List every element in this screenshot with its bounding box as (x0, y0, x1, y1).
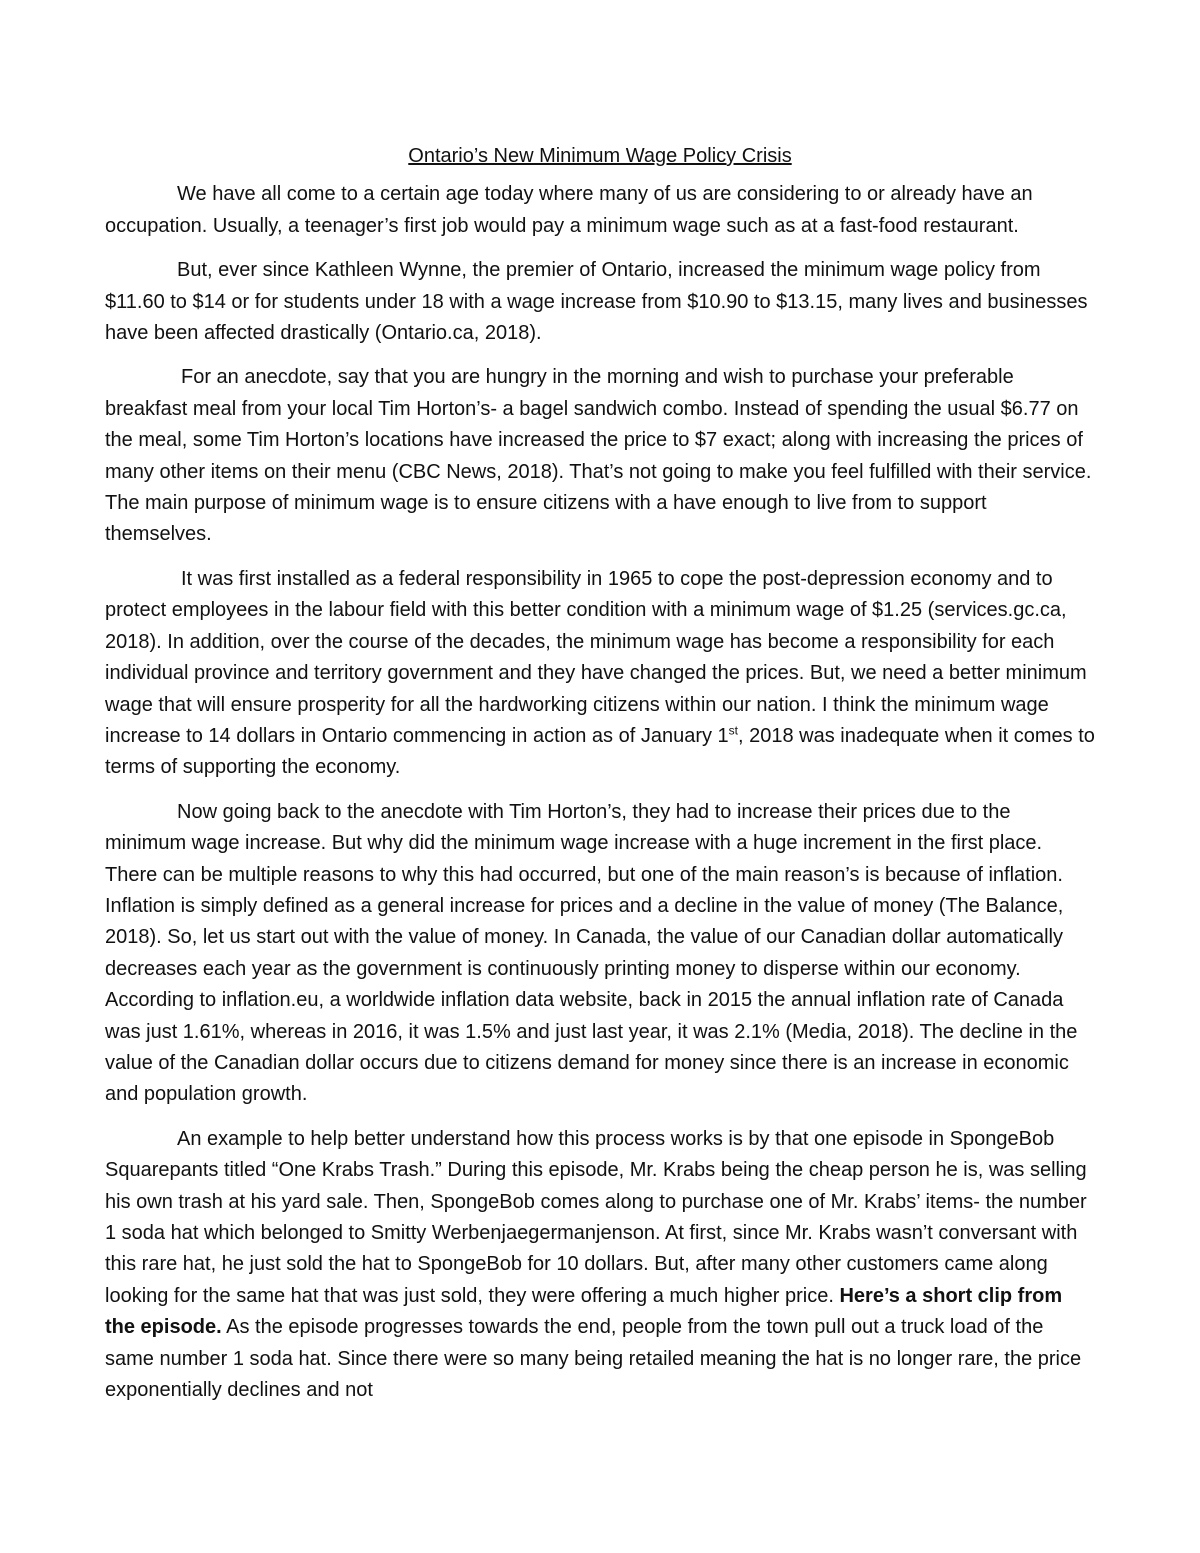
document-title: Ontario’s New Minimum Wage Policy Crisis (408, 145, 792, 167)
paragraph-spongebob-text-end: As the episode progresses towards the end, people from the town pull out a truck load of the same number 1 soda hat. Since there were so many being retailed meaning the hat is no longer rare, the price exponentially declines and not (105, 1316, 1082, 1402)
paragraph-spongebob-example (105, 1124, 1095, 1407)
paragraph-spongebob-text: An example to help better understand how this process works is by that one episode in SpongeBob Squarepants titled “One Krabs Trash.” During this episode, Mr. Krabs being the cheap person he is, was selling his own trash at his yard sale. Then, SpongeBob comes along to purchase one of Mr. Krabs’ items- the number 1 soda hat which belonged to Smitty Werbenjaegermanjenson. At first, since Mr. Krabs wasn’t conversant with this rare hat, he just sold the hat to SpongeBob for 10 dollars. But, after many other customers came along looking for the same hat that was just sold, they were offering a much higher price. (105, 1127, 1087, 1307)
paragraph-intro: We have all come to a certain age today where many of us are considering to or already have an occupation. Usually, a teenager’s first job would pay a minimum wage such as at a fast-food restaurant. (105, 183, 1033, 237)
paragraph-history-text-end: , 2018 was inadequate when it comes to terms of supporting the economy. (105, 724, 1095, 779)
paragraph-history-text: It was first installed as a federal responsibility in 1965 to cope the post-depression economy and to protect employees in the labour field with this better condition with a minimum wage of $1.25 (services.gc.ca, 2018). In addition, over the course of the decades, the minimum wage has become a responsibility for each individual province and territory government and they have changed the prices. But, we need a better minimum wage that will ensure prosperity for all the hardworking citizens within our nation. I think the minimum wage increase to 14 dollars in Ontario commencing in action as of January 1 (105, 567, 1087, 747)
paragraph-wynne-policy: But, ever since Kathleen Wynne, the premier of Ontario, increased the minimum wage policy from $11.60 to $14 or for students under 18 with a wage increase from $10.90 to $13.15, many lives and businesses have been affected drastically (Ontario.ca, 2018). (105, 259, 1088, 345)
paragraph-history (105, 564, 1095, 784)
paragraph-tim-hortons-anecdote: For an anecdote, say that you are hungry in the morning and wish to purchase your preferable breakfast meal from your local Tim Horton’s- a bagel sandwich combo. Instead of spending the usual $6.77 on the meal, some Tim Horton’s locations have increased the price to $7 exact; along with increasing the prices of many other items on their menu (CBC News, 2018). That’s not going to make you feel fulfilled with their service. The main purpose of minimum wage is to ensure citizens with a have enough to live from to support themselves. (105, 366, 1092, 546)
ordinal-superscript: st (728, 723, 739, 738)
document-page (105, 141, 1095, 1419)
paragraph-inflation: Now going back to the anecdote with Tim Horton’s, they had to increase their prices due to the minimum wage increase. But why did the minimum wage increase with a huge increment in the first place. There can be multiple reasons to why this had occurred, but one of the main reason’s is because of inflation. Inflation is simply defined as a general increase for prices and a decline in the value of money (The Balance, 2018). So, let us start out with the value of money. In Canada, the value of our Canadian dollar automatically decreases each year as the government is continuously printing money to disperse within our economy. According to inflation.eu, a worldwide inflation data website, back in 2015 the annual inflation rate of Canada was just 1.61%, whereas in 2016, it was 1.5% and just last year, it was 2.1% (Media, 2018). The decline in the value of the Canadian dollar occurs due to citizens demand for money since there is an increase in economic and population growth. (105, 800, 1078, 1106)
clip-reference: Here’s a short clip from the episode. (105, 1284, 1063, 1339)
